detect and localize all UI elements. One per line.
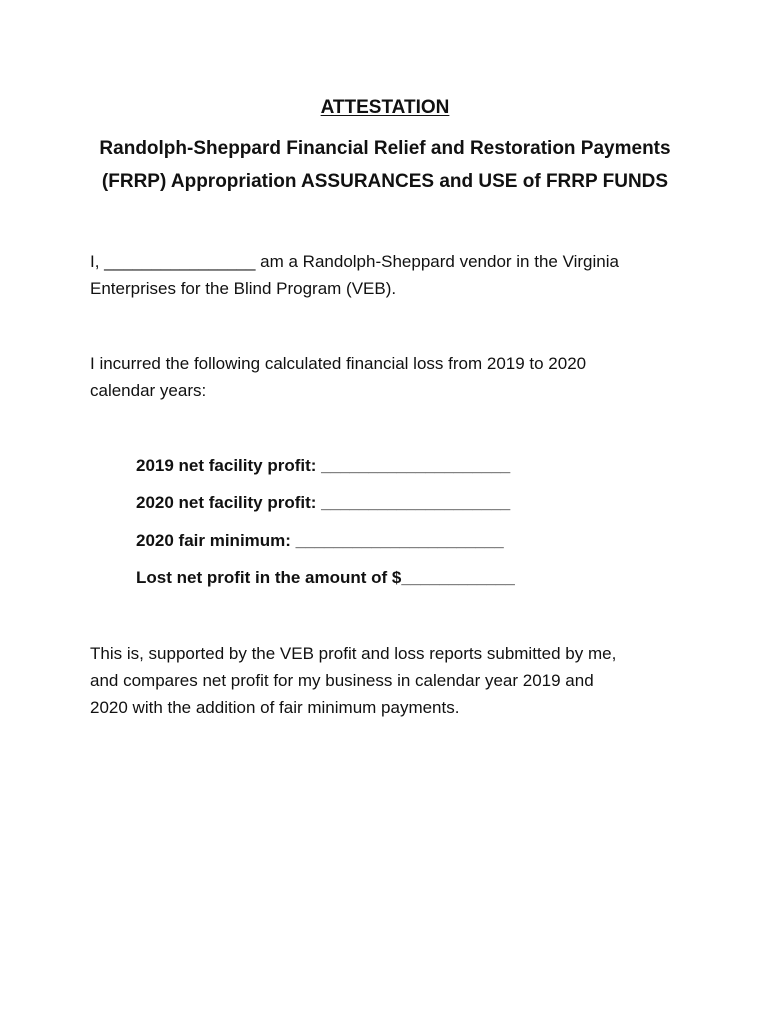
net-profit-2019-field: 2019 net facility profit: ____________________ xyxy=(136,456,511,475)
vendor-statement-paragraph xyxy=(90,248,690,302)
vendor-statement-line-2: Enterprises for the Blind Program (VEB). xyxy=(90,279,397,298)
document-subtitle-line-1: Randolph-Sheppard Financial Relief and Restoration Payments xyxy=(99,138,671,159)
financial-loss-paragraph xyxy=(90,350,690,404)
financial-loss-line-1: I incurred the following calculated financial loss from 2019 to 2020 xyxy=(90,354,587,373)
lost-net-profit-field: Lost net profit in the amount of $____________ xyxy=(136,568,515,587)
vendor-statement-line-1: I, ________________ am a Randolph-Sheppard vendor in the Virginia xyxy=(90,252,619,271)
document-title: ATTESTATION xyxy=(320,97,450,118)
supporting-statement-line-3: 2020 with the addition of fair minimum payments. xyxy=(90,698,460,717)
document-subtitle-line-2: (FRRP) Appropriation ASSURANCES and USE of FRRP FUNDS xyxy=(101,171,669,192)
supporting-statement-line-2: and compares net profit for my business in calendar year 2019 and xyxy=(90,671,594,690)
supporting-statement-paragraph xyxy=(90,640,690,721)
supporting-statement-line-1: This is, supported by the VEB profit and loss reports submitted by me, xyxy=(90,644,617,663)
net-profit-2020-field: 2020 net facility profit: ____________________ xyxy=(136,493,511,512)
fair-minimum-2020-field: 2020 fair minimum: ______________________ xyxy=(136,531,504,550)
financial-loss-line-2: calendar years: xyxy=(90,381,207,400)
